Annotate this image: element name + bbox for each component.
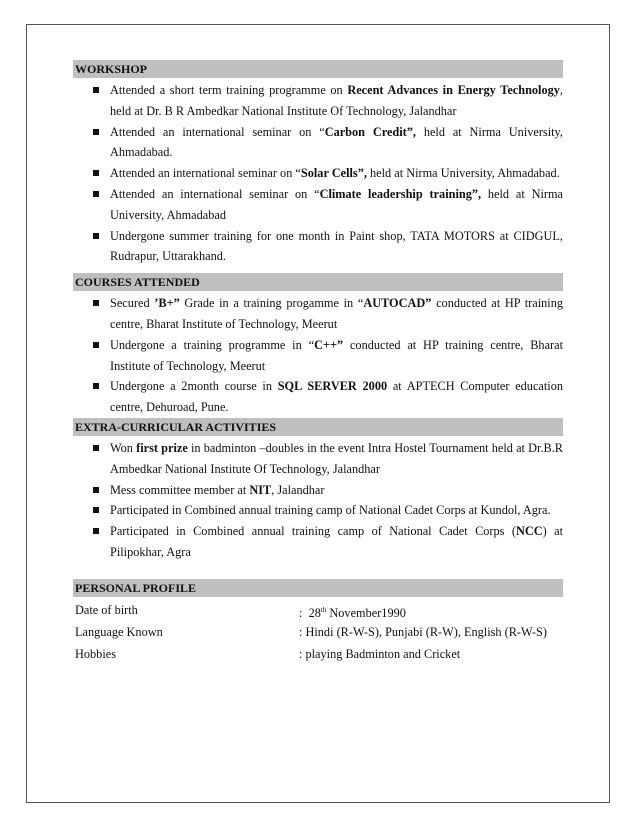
hobbies-value: : playing Badminton and Cricket [299,646,461,661]
list-item: Won first prize in badminton –doubles in the event Intra Hostel Tournament held at Dr.B.R Ambedkar National Institute Of Technology, Jalandhar [73,438,563,480]
square-bullet-icon [93,487,99,493]
square-bullet-icon [93,233,99,239]
hobbies-label: Hobbies [75,646,116,661]
workshop-header: WORKSHOP [73,60,563,78]
profile-row-hobbies [73,643,563,665]
list-item: Attended an international seminar on “Solar Cells”, held at Nirma University, Ahmadabad. [73,163,563,184]
list-item: Attended a short term training programme on Recent Advances in Energy Technology, held at Dr. B R Ambedkar National Institute Of Technology, Jalandhar [73,80,563,122]
square-bullet-icon [93,129,99,135]
square-bullet-icon [93,342,99,348]
list-item: Undergone a training programme in “C++” conducted at HP training centre, Bharat Institute of Technology, Meerut [73,335,563,377]
list-item: Secured ’B+” Grade in a training progamme in “AUTOCAD” conducted at HP training centre, Bharat Institute of Technology, Meerut [73,293,563,335]
square-bullet-icon [93,383,99,389]
square-bullet-icon [93,170,99,176]
list-item: Mess committee member at NIT, Jalandhar [73,480,563,501]
resume-content [73,60,563,665]
list-item: Attended an international seminar on “Carbon Credit”, held at Nirma University, Ahmadabad. [73,122,563,164]
list-item: Participated in Combined annual training camp of National Cadet Corps at Kundol, Agra. [73,500,563,521]
courses-list [73,293,563,418]
profile-row-language [73,621,563,643]
dob-label: Date of birth [75,602,138,617]
language-label: Language Known [75,624,163,639]
square-bullet-icon [93,507,99,513]
personal-profile-header: PERSONAL PROFILE [73,579,563,597]
language-value: : Hindi (R-W-S), Punjabi (R-W), English (R-W-S) [299,624,547,639]
dob-value: : 28th November1990 [299,605,406,620]
square-bullet-icon [93,528,99,534]
list-item: Participated in Combined annual training camp of National Cadet Corps (NCC) at Pilipokhar, Agra [73,521,563,563]
square-bullet-icon [93,445,99,451]
list-item: Attended an international seminar on “Climate leadership training”, held at Nirma University, Ahmadabad [73,184,563,226]
square-bullet-icon [93,300,99,306]
profile-row-dob [73,599,563,621]
list-item: Undergone a 2month course in SQL SERVER 2000 at APTECH Computer education centre, Dehuroad, Pune. [73,376,563,418]
workshop-list [73,80,563,267]
list-item: Undergone summer training for one month in Paint shop, TATA MOTORS at CIDGUL, Rudrapur, Uttarakhand. [73,226,563,268]
square-bullet-icon [93,191,99,197]
extra-curricular-list [73,438,563,563]
extra-curricular-header: EXTRA-CURRICULAR ACTIVITIES [73,418,563,436]
courses-header: COURSES ATTENDED [73,273,563,291]
square-bullet-icon [93,87,99,93]
